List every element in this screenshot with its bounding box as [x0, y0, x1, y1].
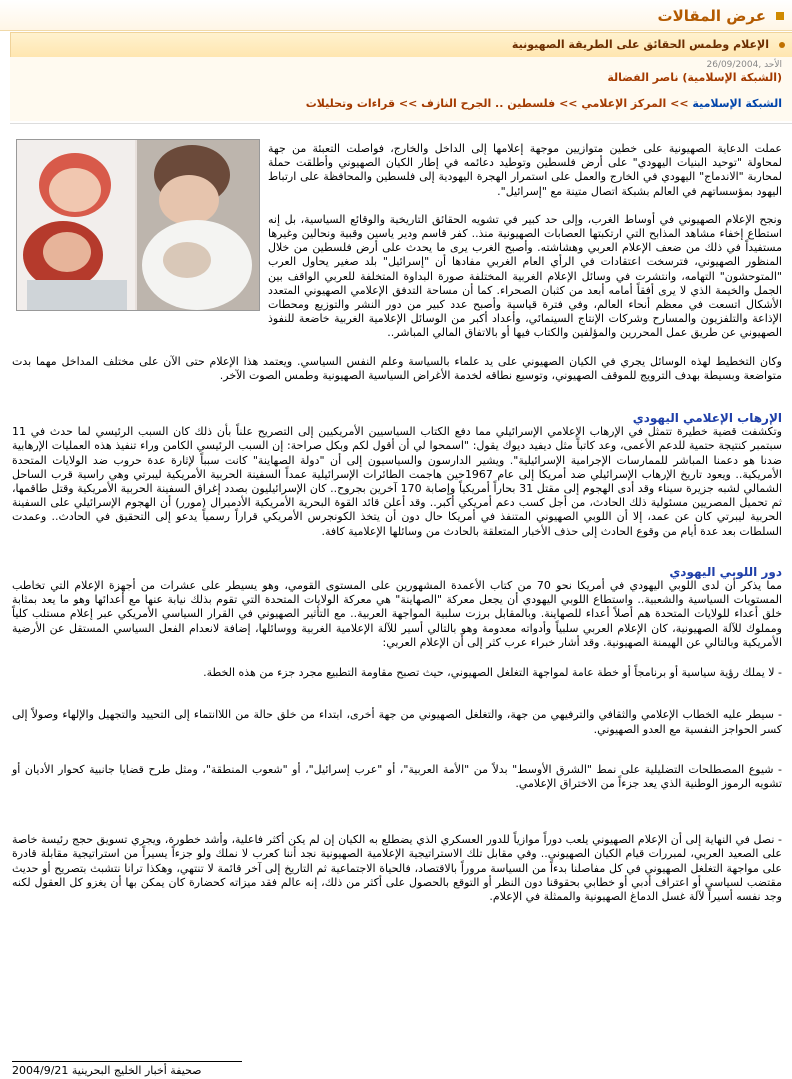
breadcrumb-home-link[interactable]: الشبكة الإسلامية	[692, 97, 782, 110]
article-text	[12, 124, 782, 904]
bullet-item: - شيوع المصطلحات التضليلية على نمط "الشرق الأوسط" بدلاً من "الأمة العربية"، أو "عرب إسرائيل"، أو "شعوب المنطقة"، ومثل طرح قضايا جانبية كحوار الأديان أو تشويه الرموز الوطنية الذي يعد جزءاً من الاختراق الإعلامي.	[12, 762, 782, 790]
conclusion-paragraph: - نصل في النهاية إلى أن الإعلام الصهيوني يلعب دوراً موازياً للدور العسكري الذي يضطلع به الكيان إن لم يكن أكثر فاعلية، وأشد خطورة، ويجري تسويق حجج رئيسة خاصة على الصعيد العربي، لمبررات قيام الكيان الصهيوني.. وفي مقابل تلك الاستراتيجية الإعلامية الصهيونية نجد أننا كعرب لا نملك ولو جزءاً يسيراً من استراتيجية مقابلة قادرة على مواجهة التغلغل الصهيوني في كل مفاصلنا بدءاً من السياسة مروراً بالاقتصاد، فالحياة الاجتماعية ثم التاريخ إلى آخر قائمة لا تنتهي، وهكذا ترانا نتشبث بتصريح أو حديث مقتضب لسياسي أو اعتراف أدبي أو خطابي بحقوقنا دون النظر أو التوقع بالحصول على أكثر من ذلك، إنه عالم فقد ميزاته كحضارة كان يمكن بها أن يغزو كل العقول لكنه وجد نفسه أسيراً لآلة غسل الدماغ الصهيونية والممثلة في الإعلام.	[12, 833, 782, 903]
article-source: صحيفة أخبار الخليج البحرينية 2004/9/21	[12, 1061, 242, 1077]
article-date: الأحد ,26/09/2004	[706, 60, 782, 70]
article-author: (الشبكة الإسلامية) ناصر الفضالة	[607, 71, 782, 84]
section-heading-lobby: دور اللوبي اليهودي	[669, 564, 782, 579]
bullet-item: - لا يملك رؤية سياسية أو برنامجاً أو خطة عامة لمواجهة التغلغل الصهيوني، حيث تصبح مقاومة التطبيع مجرد جزء من هذه الخطة.	[203, 666, 782, 680]
paragraph-3: وكان التخطيط لهذه الوسائل يجري في الكيان الصهيوني على يد علماء بالسياسة وعلم النفس السياسي. ويعتمد هذا الإعلام حتى الآن على مختلف المداخل مهما بدت متواضعة وبسيطة بهدف الترويج للموقف الصهيوني، وتوسيع نطاقه لخدمة الأغراض السياسية الصهيونية وطمس الصوت الآخر.	[12, 354, 782, 382]
paragraph-1: عملت الدعاية الصهيونية على خطين متوازيين موجهة إعلامها إلى الداخل والخارج، فواصلت التعبئة من جهة لمحاولة "توحيد البنيات اليهودي" على أرض فلسطين وتوطيد دعائمه في إطار الكيان الصهيوني وأطلقت حملة لمحاربة "الاندماج" اليهودي في الخارج والعمل على استمرار الهجرة اليهودية إلى فلسطين والمحافظة على ارتباط اليهود بمؤسساتهم في العالم بشبكة اتصال متينة مع "إسرائيل".	[268, 142, 782, 198]
breadcrumb	[306, 97, 782, 110]
section-header	[0, 0, 792, 31]
section-text-lobby: مما يذكر أن لدى اللوبي اليهودي في أمريكا نحو 70 من كتاب الأعمدة المشهورين على المستوى القومي، وهو يسيطر على عشرات من أجهزة الإعلام التي تخاطب المستويات السياسية والشعبية.. واستطاع اللوبي اليهودي أن يجعل معركة "الصهاينة" هي معركة الولايات المتحدة التي تقوم بذلك نيابة عنها مع أعدائها وهو ما يعد بمثابة خلق أعداء للولايات المتحدة هم أصلاً أعداء للصهاينة. وبالمقابل برزت سلبية المواجهة العربية.. مع التأثير الصهيوني في القرار السياسي الأمريكي عبر إعلام مستلب كلياً ومملوك للآلة الصهيونية، كان الإعلام العربي سلبياً وأدواته معدومة وهو بالتالي أسير للآلة الإعلامية الغربية ووسائلها، إضافة لانعدام الفعل السياسي المستقل عن الأرضية الأمريكية وبالتالي عن الهيمنة الصهيونية. وقد أشار خبراء عرب كثر إلى أن الإعلام العربي:	[12, 579, 782, 649]
section-title: عرض المقالات	[657, 7, 766, 25]
dot-bullet-icon	[779, 42, 785, 48]
article-title: الإعلام وطمس الحقائق على الطريقة الصهيونية	[511, 38, 769, 51]
breadcrumb-trail[interactable]: >> المركز الإعلامي >> فلسطين .. الجرح النازف >> قراءات وتحليلات	[305, 97, 689, 110]
paragraph-2: ونجح الإعلام الصهيوني في أوساط الغرب، وإلى حد كبير في تشويه الحقائق التاريخية والوقائع السياسية، بل إنه استطاع إخفاء مشاهد المذابح التي ارتكبتها العصابات الصهيونية منذ.. كفر قاسم ودير ياسين وقبية ونحالين وغيرها مستفيداً في ذلك من ضعف الإعلام العربي وهشاشته. وأصبح الغرب يرى ما يحدث على أرض فلسطين من خلال المنظور الصهيوني، فترسخت اعتقادات في الرأي العام الغربي مفادها أن "إسرائيل" بلد صغير يحاول العرب "المتوحشون" التهامه، وانتشرت في وسائل الإعلام الغربية المختلفة صورة البداوة المتخلفة للعربي الواقف بين الجمل والخيمة الذي لا يرى أفقاً أمامه أبعد من كثبان الصحراء. كما أن مساحة التدفق الإعلامي الصهيوني المتعدد الأشكال اتسعت في معظم أنحاء العالم، وفي فترة قياسية وأصبح عدد كبير من دور النشر والتوزيع ومحطات الإذاعة والتلفزيون والمسارح وشركات الإنتاج السينمائي، وأعداد أكبر من الوسائل الإعلامية الغربية خاضعة للنفوذ الصهيوني عن طريق عمل المحررين والمؤلفين والكتاب فيها أو بالاتفاق المالي المباشر..	[268, 212, 782, 340]
square-bullet-icon	[776, 12, 784, 20]
article-body	[10, 123, 792, 1079]
bullet-item: - سيطر عليه الخطاب الإعلامي والثقافي والترفيهي من جهة، والتغلغل الصهيوني من جهة أخرى، ابتداء من خلق حالة من اللاانتماء إلى التحييد والتجهيل والإلهاء وصولاً إلى كسر الحواجز النفسية مع العدو الصهيوني.	[12, 708, 782, 736]
section-text-terrorism: وتكشفت قضية خطيرة تتمثل في الإرهاب الإعلامي الإسرائيلي مما دفع الكتاب السياسيين الأمريكيين إلى التصريح علناً بأن ذلك كان السبب الرئيسي لما حدث في 11 سبتمبر كنتيجة حتمية للدعم الأعمى، وعد كاتباً مثل ديفيد ديوك يقول: "اسمحوا لي أن أقول لكم وبكل صراحة: إن السبب الرئيسي الكامن وراء تنفيذ هذه العمليات الإرهابية ضدنا هو دعمنا المباشر للممارسات الإجرامية الإسرائيلية". ويشير الدارسون والسياسيون إلى أن "دولة الصهاينة" كانت سبباً لإثارة عدة حروب ضد الولايات المتحدة الأمريكية.. ويعود تاريخ الإرهاب الإسرائيلي ضد أمريكا إلى عام 1967حين هاجمت الطائرات الإسرائيلية عمداً السفينة الحربية الأمريكية ليبرتي وهي راسية قرب الساحل الشمالي لشبه جزيرة سيناء وقد أدى الهجوم إلى مقتل 31 بحاراً أمريكياً وإصابة 170 آخرين بجروح.. كان الإسرائيليون بصدد إغراق السفينة الحربية الأمريكية وقتل طاقمها، ثم تحميل المصريين مسئولية ذلك الحادث، من أجل كسب دعم أمريكي أكبر.. وقد أعلن قائد القوة البحرية الأمريكية الأدميرال (مورر) أن الهجوم الإسرائيلي على السفينة الحربية ليبرتي كان عن عمد، إلا أن اللوبي الصهيوني المتنفذ في أمريكا حال دون أن يتخذ الكونجرس الأمريكي قراراً رسمياً يدعو إلى التحقيق في الحادث.. وعمدت السلطات بعد عدة أيام من وقوع الحادث إلى حذف الأخبار المتعلقة بالحادث من وسائلها الإعلامية كافة.	[12, 425, 782, 538]
article-meta	[10, 57, 792, 121]
article-title-bar	[10, 32, 792, 58]
section-heading-terrorism: الإرهاب الإعلامي اليهودي	[632, 411, 782, 426]
